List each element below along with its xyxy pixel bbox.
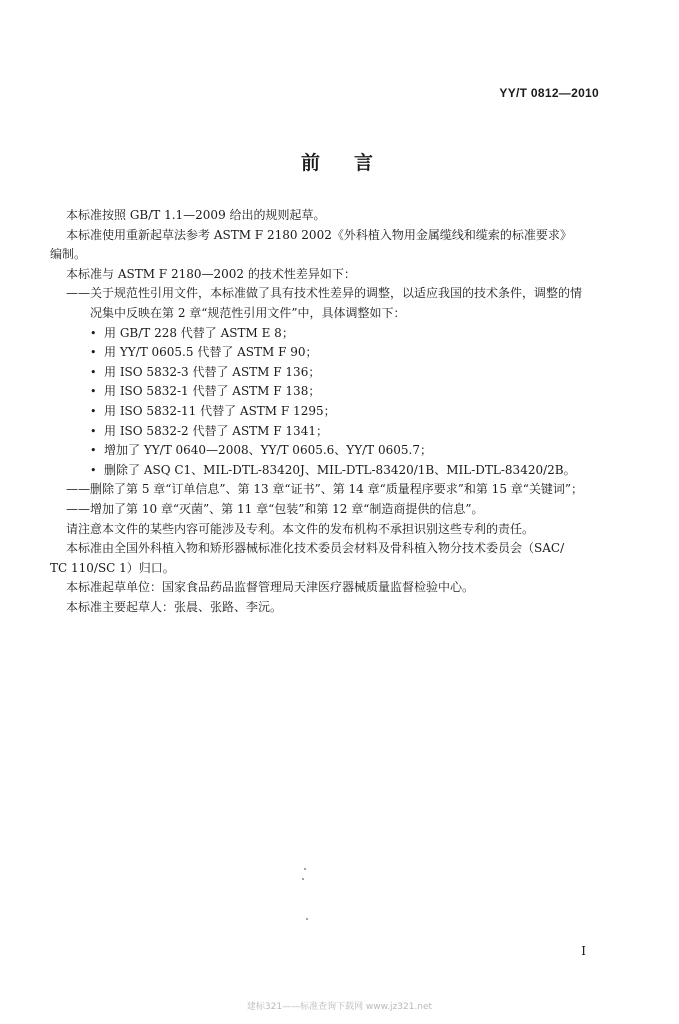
list-item: • 用 ISO 5832-2 代替了 ASTM F 1341； xyxy=(66,422,602,442)
paragraph-reference-line2: 编制。 xyxy=(50,247,87,262)
dash-item-deleted-chapters: ——删除了第 5 章“订单信息”、第 13 章“证书”、第 14 章“质量程序要求”和第 15 章“关键词”； xyxy=(66,482,584,497)
foreword-body xyxy=(50,206,602,617)
list-item: • 用 YY/T 0605.5 代替了 ASTM F 90； xyxy=(66,343,602,363)
paragraph-committee-line1: 本标准由全国外科植入物和矫形器械标准化技术委员会材料及骨科植入物分技术委员会（SAC/ xyxy=(66,541,565,556)
list-item: • 删除了 ASQ C1、MIL-DTL-83420J、MIL-DTL-83420/1B、MIL-DTL-83420/2B。 xyxy=(66,461,602,481)
paragraph-committee-line2: TC 110/SC 1）归口。 xyxy=(50,560,175,575)
list-item: • 增加了 YY/T 0640—2008、YY/T 0605.6、YY/T 0605.7； xyxy=(66,441,602,461)
dash-item-normative-line2: 况集中反映在第 2 章“规范性引用文件”中，具体调整如下： xyxy=(90,305,406,320)
paragraph-drafters: 本标准主要起草人：张晨、张路、李沅。 xyxy=(66,599,283,614)
list-item: • 用 GB/T 228 代替了 ASTM E 8； xyxy=(66,324,602,344)
list-item: • 用 ISO 5832-11 代替了 ASTM F 1295； xyxy=(66,402,602,422)
page-title: 前言 xyxy=(300,152,407,174)
scan-specks xyxy=(300,868,312,928)
standard-code: YY/T 0812—2010 xyxy=(499,86,599,100)
list-item: • 用 ISO 5832-3 代替了 ASTM F 136； xyxy=(66,363,602,383)
paragraph-reference-line1: 本标准使用重新起草法参考 ASTM F 2180 2002《外科植入物用金属缆线和缆索的标准要求》 xyxy=(66,227,572,242)
paragraph-patent-notice: 请注意本文件的某些内容可能涉及专利。本文件的发布机构不承担识别这些专利的责任。 xyxy=(66,521,535,536)
paragraph-drafting-unit: 本标准起草单位：国家食品药品监督管理局天津医疗器械质量监督检验中心。 xyxy=(66,580,475,595)
paragraph-drafting-rules: 本标准按照 GB/T 1.1—2009 给出的规则起草。 xyxy=(66,208,326,222)
footer-watermark: 建标321——标准查询下载网 www.jz321.net xyxy=(246,1002,433,1012)
dash-item-added-chapters: ——增加了第 10 章“灭菌”、第 11 章“包装”和第 12 章“制造商提供的信息”。 xyxy=(66,501,484,516)
list-item: • 用 ISO 5832-1 代替了 ASTM F 138； xyxy=(66,382,602,402)
paragraph-differences-intro: 本标准与 ASTM F 2180—2002 的技术性差异如下： xyxy=(66,266,356,281)
page-number: I xyxy=(581,944,586,958)
dash-item-normative-line1: ——关于规范性引用文件，本标准做了具有技术性差异的调整，以适应我国的技术条件，调整的情 xyxy=(66,286,583,301)
adjustment-list xyxy=(66,324,602,481)
